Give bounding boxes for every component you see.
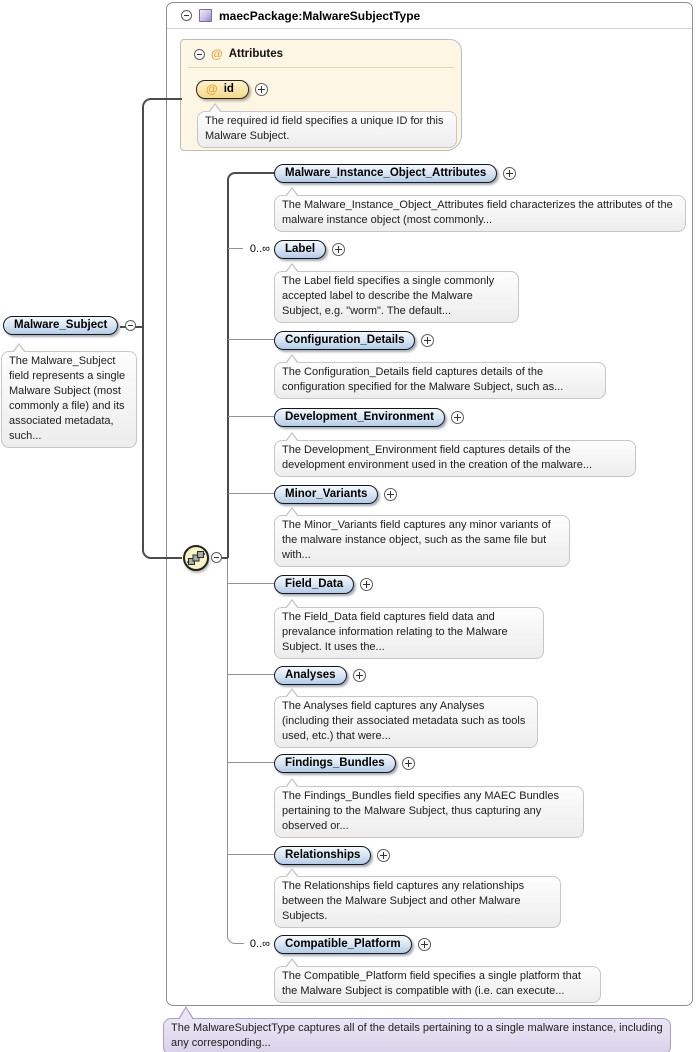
type-title: maecPackage:MalwareSubjectType — [219, 8, 421, 23]
expand-icon[interactable] — [503, 167, 516, 180]
expand-icon[interactable] — [418, 938, 431, 951]
occurrence-label: 0..∞ — [249, 243, 270, 255]
attribute-row-id — [196, 80, 268, 99]
attribute-pill-id[interactable] — [196, 80, 249, 99]
element-row — [240, 484, 397, 504]
attribute-description: The required id field specifies a unique ID for this Malware Subject. — [197, 111, 457, 148]
element-description: The Configuration_Details field captures details of the configuration specified for the Malware Subject, such as... — [274, 362, 606, 399]
expand-icon[interactable] — [402, 757, 415, 770]
element-row — [240, 330, 434, 350]
element-pill-findings-bundles[interactable]: Findings_Bundles — [274, 754, 396, 773]
element-pill-label[interactable]: Label — [274, 240, 326, 259]
element-pill-relationships[interactable]: Relationships — [274, 846, 371, 865]
type-description: The MalwareSubjectType captures all of the details pertaining to a single malware instance, including any corresponding... — [163, 1018, 671, 1052]
expand-icon[interactable] — [451, 411, 464, 424]
element-row — [240, 934, 431, 954]
element-pill-field-data[interactable]: Field_Data — [274, 575, 354, 594]
element-description: The Field_Data field captures field data and prevalance information relating to the Malware Subject. It uses the... — [274, 607, 544, 659]
expand-icon[interactable] — [255, 83, 268, 96]
expand-icon[interactable] — [377, 849, 390, 862]
divider — [188, 67, 454, 68]
collapse-icon[interactable] — [181, 10, 192, 21]
element-row — [240, 753, 415, 773]
element-pill-compatible-platform[interactable]: Compatible_Platform — [274, 935, 412, 954]
collapse-icon[interactable] — [194, 49, 205, 60]
root-element-row — [3, 316, 136, 335]
element-pill-analyses[interactable]: Analyses — [274, 666, 347, 685]
collapse-icon[interactable] — [125, 320, 136, 331]
element-row — [240, 665, 366, 685]
expand-icon[interactable] — [421, 334, 434, 347]
type-header — [167, 3, 692, 29]
attributes-panel — [180, 39, 462, 151]
element-description: The Compatible_Platform field specifies a single platform that the Malware Subject is compatible with (i.e. can execute... — [274, 966, 601, 1003]
attribute-label: id — [223, 83, 234, 95]
element-description: The Label field specifies a single commonly accepted label to describe the Malware Subject, e.g. "worm". The default... — [274, 271, 519, 323]
attributes-header — [181, 40, 461, 60]
complex-type-icon — [199, 9, 212, 22]
element-row — [240, 163, 516, 183]
element-row — [240, 239, 345, 259]
connector-line — [227, 558, 244, 944]
element-description: The Analyses field captures any Analyses (including their associated metadata such as tools used, etc.) that were... — [274, 696, 538, 748]
element-pill-malware-instance-object-attributes[interactable]: Malware_Instance_Object_Attributes — [274, 164, 497, 183]
sequence-compositor-icon[interactable] — [183, 545, 209, 571]
element-description: The Development_Environment field captures details of the development environment used in the creation of the malware... — [274, 440, 636, 477]
element-row — [240, 407, 464, 427]
expand-icon[interactable] — [360, 578, 373, 591]
element-pill-malware-subject[interactable]: Malware_Subject — [3, 316, 118, 335]
collapse-icon[interactable] — [211, 552, 222, 563]
element-pill-minor-variants[interactable]: Minor_Variants — [274, 485, 378, 504]
element-row — [240, 574, 373, 594]
expand-icon[interactable] — [353, 669, 366, 682]
element-pill-development-environment[interactable]: Development_Environment — [274, 408, 445, 427]
element-description: The Relationships field captures any relationships between the Malware Subject and other Malware Subjects. — [274, 876, 561, 928]
element-row — [240, 845, 390, 865]
attribute-at-icon: @ — [211, 47, 223, 61]
element-description: The Malware_Subject field represents a single Malware Subject (most commonly a file) and its associated metadata, such... — [1, 351, 137, 448]
occurrence-label: 0..∞ — [249, 938, 270, 950]
connector-line — [142, 98, 182, 559]
attribute-at-icon: @ — [206, 82, 218, 96]
attributes-title: Attributes — [228, 48, 284, 60]
element-description: The Findings_Bundles field specifies any MAEC Bundles pertaining to the Malware Subject, thus capturing any observed or... — [274, 786, 584, 838]
expand-icon[interactable] — [332, 243, 345, 256]
element-description: The Malware_Instance_Object_Attributes field characterizes the attributes of the malware instance object (most commonly... — [274, 195, 686, 232]
element-pill-configuration-details[interactable]: Configuration_Details — [274, 331, 415, 350]
element-description: The Minor_Variants field captures any minor variants of the malware instance object, such as the same file but with... — [274, 515, 570, 567]
sequence-glyph — [186, 548, 206, 568]
expand-icon[interactable] — [384, 488, 397, 501]
